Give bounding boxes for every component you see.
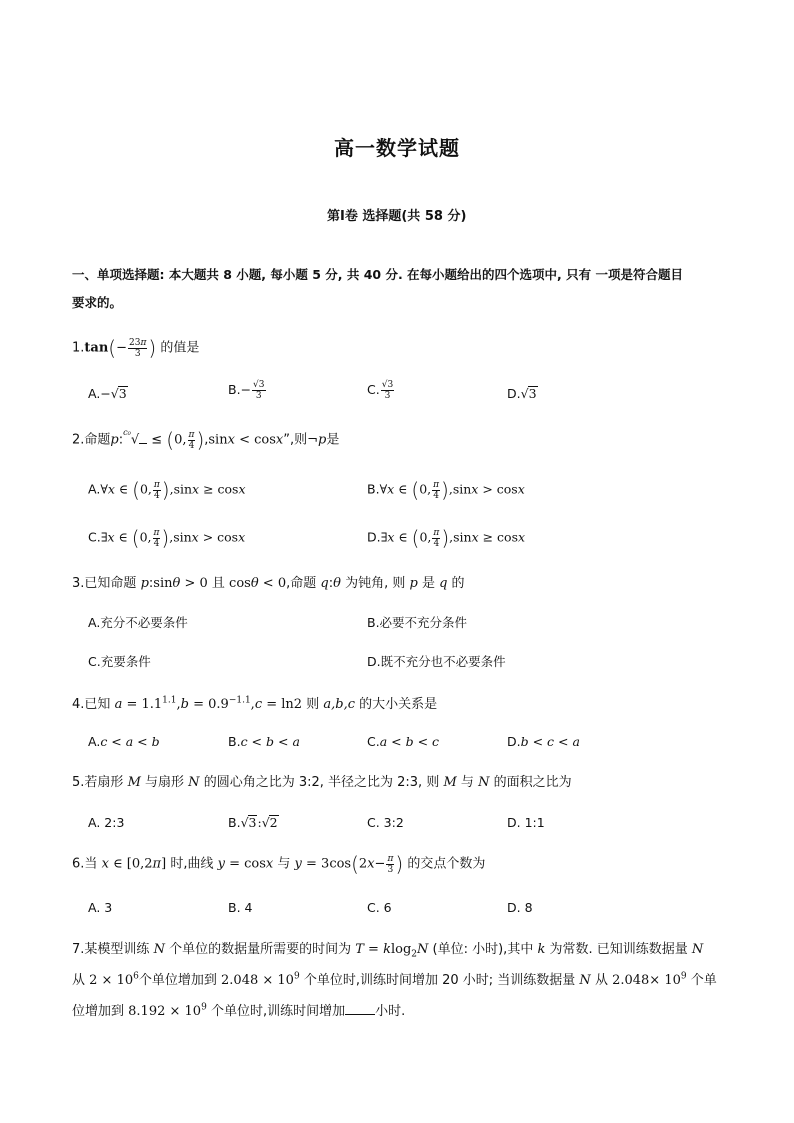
answer-blank[interactable]	[345, 1002, 375, 1015]
question-4-option-a[interactable]: A.c < a < b	[88, 734, 160, 749]
question-7-line-1: 7.某模型训练 N 个单位的数据量所需要的时间为 T = klog$_2$N (单位: 小时),其中 k 为常数. 已知训练数据量 N	[72, 942, 704, 960]
question-4-stem: 4.已知 $a = 1.1^{1.1},b = 0.9^{-1.1},c = \ln 2$ 则 a,b,c 的大小关系是	[72, 695, 438, 712]
question-2-option-a[interactable]: A.∀x ∈ (0, $\frac{\pi}{4}$ ),sinx ≥ cosx	[88, 478, 246, 502]
question-6-option-d[interactable]: D. 8	[507, 900, 533, 915]
question-7-line-2: 从 $2 \times 10^6$个单位增加到 $2.048 \times 10^9$ 个单位时,训练时间增加 20 小时; 当训练数据量 N 从 $2.048\times 10^9$ 个单	[72, 971, 717, 988]
question-6-option-c[interactable]: C. 6	[367, 900, 392, 915]
question-1-stem: 1.tan(− $\frac{23\pi}{3}$ ) 的值是	[72, 336, 200, 360]
question-5-stem: 5.若扇形 M 与扇形 N 的圆心角之比为 3:2, 半径之比为 2:3, 则 M 与 N 的面积之比为	[72, 775, 572, 790]
question-6-stem: 6.当 x ∈ [0,2π] 时,曲线 y = cosx 与 y = 3cos(2x− $\frac{\pi}{3}$ ) 的交点个数为	[72, 852, 486, 876]
instructions-line-2: 要求的。	[72, 295, 123, 310]
section-title: 第Ⅰ卷 选择题(共 58 分)	[327, 209, 467, 224]
question-2-option-c[interactable]: C.∃x ∈ (0, $\frac{\pi}{4}$ ),sinx > cosx	[88, 526, 246, 550]
question-2-option-b[interactable]: B.∀x ∈ (0, $\frac{\pi}{4}$ ),sinx > cosx	[367, 478, 525, 502]
question-5-option-b[interactable]: B.√3:√2	[228, 815, 278, 830]
question-1-suffix: 的值是	[160, 340, 200, 356]
question-1-option-d[interactable]: D.√3	[507, 386, 537, 401]
question-1-option-b[interactable]: B.− $\frac{√3}{3}$	[228, 380, 265, 401]
question-1-option-c[interactable]: C. $\frac{√3}{3}$	[367, 380, 394, 401]
question-2-option-d[interactable]: D.∃x ∈ (0, $\frac{\pi}{4}$ ),sinx ≥ cosx	[367, 526, 526, 550]
question-4-option-b[interactable]: B.c < b < a	[228, 734, 300, 749]
question-6-option-a[interactable]: A. 3	[88, 900, 113, 915]
page-title: 高一数学试题	[334, 136, 460, 160]
question-3-option-d[interactable]: D.既不充分也不必要条件	[367, 654, 506, 669]
question-3-option-b[interactable]: B.必要不充分条件	[367, 615, 468, 630]
question-3-stem: 3.已知命题 p:sinθ > 0 且 cosθ < 0,命题 q:θ 为钝角, 则 p 是 q 的	[72, 576, 465, 591]
question-3-option-a[interactable]: A.充分不必要条件	[88, 615, 188, 630]
question-2-stem: 2.命题p:$^{c_0}$√ ≤ (0, $\frac{\pi}{4}$ ),sinx < cosx”,则¬p是	[72, 428, 340, 452]
question-7-line-3: 位增加到 $8.192 \times 10^9$ 个单位时,训练时间增加 小时.	[72, 1002, 406, 1019]
instructions-line-1: 一、单项选择题: 本大题共 8 小题, 每小题 5 分, 共 40 分. 在每小题给出的四个选项中, 只有 一项是符合题目	[72, 267, 684, 282]
question-5-option-c[interactable]: C. 3:2	[367, 815, 404, 830]
question-number: 1.	[72, 340, 85, 356]
question-4-option-d[interactable]: D.b < c < a	[507, 734, 580, 749]
question-4-option-c[interactable]: C.a < b < c	[367, 734, 440, 749]
question-3-option-c[interactable]: C.充要条件	[88, 654, 151, 669]
question-5-option-d[interactable]: D. 1:1	[507, 815, 545, 830]
question-1-option-a[interactable]: A.−√3	[88, 386, 127, 401]
question-6-option-b[interactable]: B. 4	[228, 900, 253, 915]
question-5-option-a[interactable]: A. 2:3	[88, 815, 125, 830]
